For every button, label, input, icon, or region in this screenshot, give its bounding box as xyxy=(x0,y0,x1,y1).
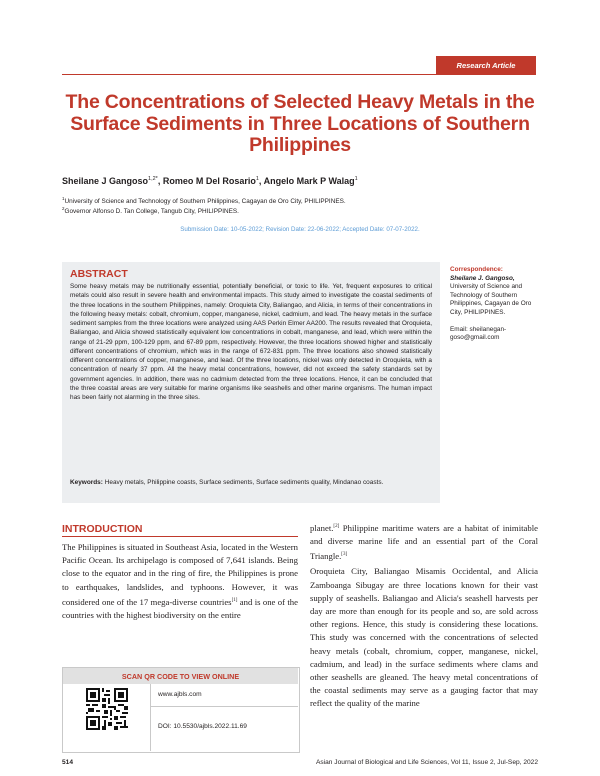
submission-dates: Submission Date: 10-05-2022; Revision Date: 22-06-2022; Accepted Date: 07-07-2022. xyxy=(180,226,420,233)
correspondence-email[interactable]: Email: sheilanegan-goso@gmail.com xyxy=(450,325,507,342)
doi-link[interactable]: DOI: 10.5530/ajbls.2022.11.69 xyxy=(158,723,247,730)
journal-citation: Asian Journal of Biological and Life Sciences, Vol 11, Issue 2, Jul-Sep, 2022 xyxy=(315,759,538,766)
abstract-heading: ABSTRACT xyxy=(70,268,128,280)
intro-paragraph: Philippine maritime waters are a habitat of inimitable and diverse marine life and an essential part of the Coral Triangle. xyxy=(310,522,538,562)
author-sup: 1 xyxy=(354,176,358,182)
header-rule xyxy=(62,74,536,75)
introduction-rule xyxy=(62,536,298,537)
affiliation-sup: 2 xyxy=(62,206,65,211)
affiliation-text: Governor Alfonso D. Tan College, Tangub City, PHILIPPINES. xyxy=(64,208,239,216)
author-name: Sheilane J Gangoso xyxy=(62,176,149,186)
intro-continued: planet. xyxy=(310,522,334,533)
article-type-label: Research Article xyxy=(456,60,516,70)
citation[interactable]: [2] xyxy=(333,524,340,529)
qr-divider-vertical xyxy=(150,684,151,751)
author-name: Romeo M Del Rosario xyxy=(162,176,256,186)
correspondence-block xyxy=(450,266,542,343)
keywords-label: Keywords: xyxy=(70,479,103,486)
affiliation-sup: 1 xyxy=(62,196,65,201)
article-type-tag xyxy=(436,56,536,74)
affiliation-text: University of Science and Technology of Southern Philippines, Cagayan de Oro City, PHILIPPINES. xyxy=(64,198,346,206)
keywords-text: Heavy metals, Philippine coasts, Surface sediments, Surface sediments quality, Mindanao coasts. xyxy=(104,479,384,486)
intro-left-column xyxy=(62,541,298,622)
qr-divider-horizontal xyxy=(150,706,298,707)
author-sup: 1,2* xyxy=(148,176,158,182)
intro-right-column xyxy=(310,520,538,711)
page-number: 514 xyxy=(62,759,74,766)
citation[interactable]: [3] xyxy=(341,552,348,558)
qr-heading: SCAN QR CODE TO VIEW ONLINE xyxy=(63,668,298,684)
citation[interactable]: [1] xyxy=(231,597,238,603)
intro-paragraph: The Philippines is situated in Southeast Asia, located in the Western Pacific Ocean. Its archipelago is composed of 7,641 islands. Being close to the equator and in the ring of fire, the Philippines is prone to earthquakes, landslides, and typhoons. However, it was considered one of the 17 mega-diverse countries xyxy=(62,542,298,607)
affiliation-2 xyxy=(62,206,239,215)
journal-url-link[interactable]: www.ajbls.com xyxy=(158,691,202,698)
affiliation-1 xyxy=(62,196,346,205)
article-title: The Concentrations of Selected Heavy Metals in the Surface Sediments in Three Locations of Southern Philippines xyxy=(65,91,535,156)
author-sup: 1 xyxy=(255,176,259,182)
abstract-text: Some heavy metals may be nutritionally essential, potentially beneficial, or toxic to life. Yet, frequent exposures to critical metals could also result in severe health and environmental impacts. This study aimed to investigate the coastal sediments of the three locations in the southern Philippines, namely: Oroquieta City, Baliangao, and Alicia, in terms of their concentrations in the following heavy metals: cobalt, chromium, copper, manganese, nickel, cadmium, and lead. The heavy metals in the surface sediment samples from the three locations were analyzed using AAS Perkin Elmer AA200. The results revealed that Oroquieta, Baliangao, and Alicia showed statistically equivalent low concentrations in cobalt, manganese, and lead, which were within the range of 21-29 ppm, 100-129 ppm, and 67-89 ppm, respectively. However, the three locations showed higher and statistically different concentrations of chromium, which was in the range of 672-831 ppm. The three locations also showed statistically different concentrations of copper, manganese, and lead. Of the three locations, nickel was only detected in Oroquieta, with a concentration of nearly 37 ppm. All the heavy metal concentrations, however, did not exceed the safety standards set by government agencies. In addition, there was no cadmium detected from the three locations. Hence, it can be concluded that the three coastal areas are very suitable for marine organisms like seashells and other marine organisms. The human impact has been fairly not alarming in the three sites. xyxy=(70,283,432,401)
correspondence-affiliation: University of Science and Technology of Southern Philippines, Cagayan de Oro City, PHILIPPINES. xyxy=(450,283,532,316)
correspondence-name: Sheilane J. Gangoso, xyxy=(450,274,515,282)
author-name: Angelo Mark P Walag xyxy=(263,176,355,186)
intro-paragraph-2: Oroquieta City, Baliangao Misamis Occidental, and Alicia Zamboanga Sibugay are three locations known for their vast supply of seashells. Baliangao and Alicia's seashell harvests per day are more than enough for its people and so, are sold across other regions. Hence, this study is considering these locations. This study was concerned with the concentrations of selected heavy metals (cobalt, chromium, copper, manganese, nickel, cadmium, and lead) in the surface sediments where clams and other seashells are gleaned. The heavy metal concentrations of the coastal sediments may serve as a gauging factor that may reflect the quality of the marine xyxy=(310,566,538,709)
author-list: Sheilane J Gangoso$^{1,2*}$, Romeo M Del Rosario$^1$, Angelo Mark P Walag$^1$ xyxy=(62,176,358,186)
qr-code-icon[interactable] xyxy=(86,688,128,730)
intro-paragraph-end: and is one of the countries with the highest biodiversity on the entire xyxy=(62,596,298,620)
keywords xyxy=(70,478,432,487)
introduction-heading: INTRODUCTION xyxy=(62,523,143,535)
correspondence-heading: Correspondence: xyxy=(450,266,503,273)
